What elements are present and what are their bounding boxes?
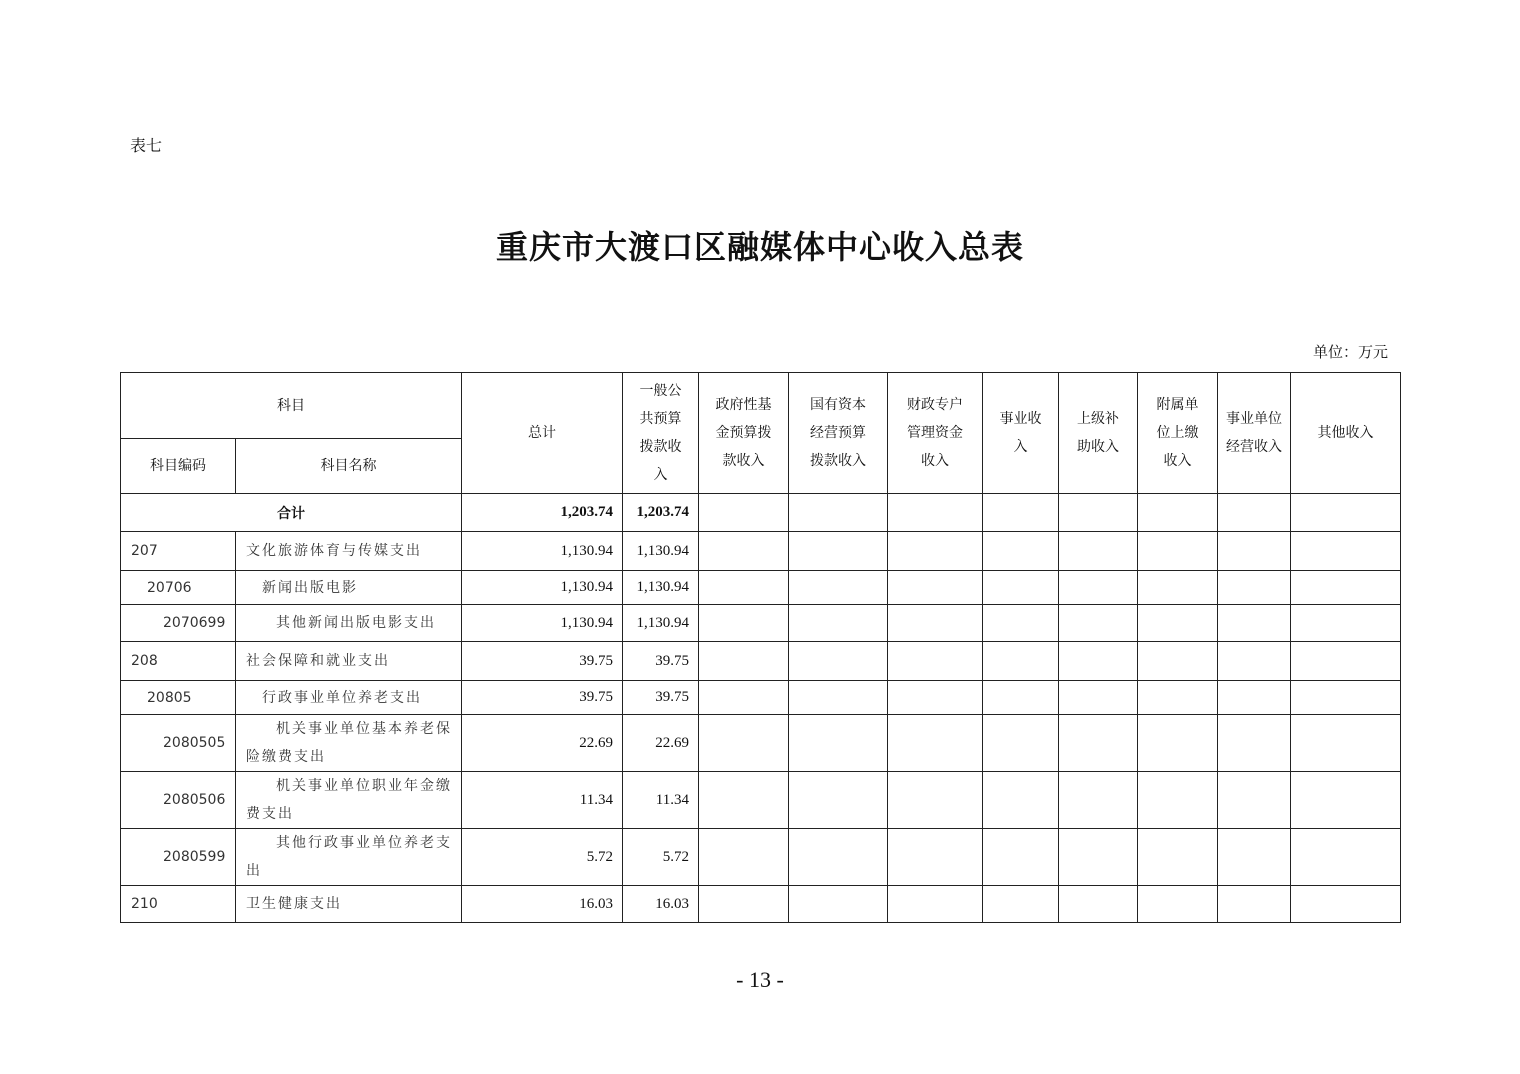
empty-cell (1218, 715, 1291, 772)
general-budget-cell: 1,130.94 (623, 571, 699, 605)
empty-cell (789, 605, 888, 642)
empty-cell (699, 571, 789, 605)
empty-cell (1291, 571, 1401, 605)
empty-cell (789, 494, 888, 532)
empty-cell (1138, 494, 1218, 532)
table-row (121, 605, 1401, 642)
empty-cell (699, 772, 789, 829)
subject-code: 207 (121, 532, 236, 571)
empty-cell (1138, 829, 1218, 886)
total-cell: 39.75 (462, 642, 623, 681)
subject-name: 文化旅游体育与传媒支出 (236, 532, 462, 571)
subject-code: 2080506 (121, 772, 236, 829)
general-budget-cell: 1,203.74 (623, 494, 699, 532)
empty-cell (699, 829, 789, 886)
table-row (121, 715, 1401, 772)
subject-name: 机关事业单位职业年金缴费支出 (236, 772, 462, 829)
empty-cell (1138, 571, 1218, 605)
subject-name: 卫生健康支出 (236, 886, 462, 923)
subject-name: 其他新闻出版电影支出 (236, 605, 462, 642)
empty-cell (1291, 605, 1401, 642)
subject-name: 社会保障和就业支出 (236, 642, 462, 681)
empty-cell (983, 886, 1059, 923)
empty-cell (1059, 886, 1138, 923)
table-row (121, 829, 1401, 886)
empty-cell (1218, 886, 1291, 923)
empty-cell (1138, 715, 1218, 772)
page-number: - 13 - (736, 967, 784, 992)
empty-cell (1138, 886, 1218, 923)
empty-cell (1218, 571, 1291, 605)
total-cell: 5.72 (462, 829, 623, 886)
table-row (121, 642, 1401, 681)
empty-cell (789, 772, 888, 829)
general-budget-cell: 1,130.94 (623, 532, 699, 571)
empty-cell (1059, 715, 1138, 772)
subject-name: 机关事业单位基本养老保险缴费支出 (236, 715, 462, 772)
subject-code: 208 (121, 642, 236, 681)
header-gov-fund: 政府性基金预算拨款收入 (699, 373, 789, 494)
empty-cell (1059, 605, 1138, 642)
empty-cell (1059, 571, 1138, 605)
empty-cell (1138, 642, 1218, 681)
header-fiscal-special: 财政专户管理资金收入 (888, 373, 983, 494)
empty-cell (888, 532, 983, 571)
general-budget-cell: 16.03 (623, 886, 699, 923)
header-other: 其他收入 (1291, 373, 1401, 494)
empty-cell (983, 571, 1059, 605)
empty-cell (983, 681, 1059, 715)
general-budget-cell: 11.34 (623, 772, 699, 829)
empty-cell (1218, 772, 1291, 829)
empty-cell (1291, 715, 1401, 772)
empty-cell (1291, 829, 1401, 886)
general-budget-cell: 5.72 (623, 829, 699, 886)
empty-cell (1291, 494, 1401, 532)
subject-code: 210 (121, 886, 236, 923)
subject-code: 20805 (121, 681, 236, 715)
empty-cell (1218, 681, 1291, 715)
header-affiliated: 附属单位上缴收入 (1138, 373, 1218, 494)
empty-cell (789, 571, 888, 605)
subject-name: 其他行政事业单位养老支出 (236, 829, 462, 886)
total-cell: 11.34 (462, 772, 623, 829)
subject-code: 2080599 (121, 829, 236, 886)
total-cell: 1,130.94 (462, 571, 623, 605)
income-summary-table (120, 372, 1401, 923)
empty-cell (1218, 532, 1291, 571)
table-row (121, 571, 1401, 605)
empty-cell (789, 642, 888, 681)
empty-cell (789, 532, 888, 571)
total-cell: 16.03 (462, 886, 623, 923)
empty-cell (983, 494, 1059, 532)
subject-name: 行政事业单位养老支出 (236, 681, 462, 715)
empty-cell (888, 494, 983, 532)
empty-cell (699, 681, 789, 715)
empty-cell (789, 886, 888, 923)
empty-cell (1138, 532, 1218, 571)
empty-cell (888, 829, 983, 886)
header-state-capital: 国有资本经营预算拨款收入 (789, 373, 888, 494)
empty-cell (1138, 605, 1218, 642)
general-budget-cell: 1,130.94 (623, 605, 699, 642)
empty-cell (789, 829, 888, 886)
header-general-budget: 一般公共预算拨款收入 (623, 373, 699, 494)
empty-cell (1291, 886, 1401, 923)
empty-cell (1218, 829, 1291, 886)
subject-code: 2070699 (121, 605, 236, 642)
empty-cell (1218, 642, 1291, 681)
empty-cell (1059, 494, 1138, 532)
empty-cell (888, 642, 983, 681)
unit-label: 单位：万元 (1312, 343, 1388, 361)
empty-cell (1218, 605, 1291, 642)
empty-cell (1059, 681, 1138, 715)
total-label: 合计 (121, 494, 462, 532)
document-title: 重庆市大渡口区融媒体中心收入总表 (495, 228, 1024, 266)
empty-cell (888, 681, 983, 715)
empty-cell (983, 605, 1059, 642)
total-cell: 1,130.94 (462, 532, 623, 571)
empty-cell (983, 642, 1059, 681)
empty-cell (888, 886, 983, 923)
total-cell: 1,203.74 (462, 494, 623, 532)
empty-cell (1291, 532, 1401, 571)
total-cell: 39.75 (462, 681, 623, 715)
total-cell: 1,130.94 (462, 605, 623, 642)
table-row (121, 772, 1401, 829)
empty-cell (699, 605, 789, 642)
empty-cell (699, 642, 789, 681)
total-cell: 22.69 (462, 715, 623, 772)
empty-cell (1059, 829, 1138, 886)
empty-cell (888, 605, 983, 642)
empty-cell (1291, 681, 1401, 715)
table-label: 表七 (130, 136, 163, 155)
table-row (121, 532, 1401, 571)
empty-cell (983, 532, 1059, 571)
header-name: 科目名称 (236, 439, 462, 494)
table-row (121, 886, 1401, 923)
empty-cell (888, 772, 983, 829)
empty-cell (1291, 642, 1401, 681)
empty-cell (1059, 642, 1138, 681)
header-subject: 科目 (121, 373, 462, 439)
empty-cell (699, 494, 789, 532)
empty-cell (983, 829, 1059, 886)
empty-cell (1291, 772, 1401, 829)
empty-cell (888, 571, 983, 605)
header-business: 事业收入 (983, 373, 1059, 494)
empty-cell (888, 715, 983, 772)
header-code: 科目编码 (121, 439, 236, 494)
empty-cell (1138, 772, 1218, 829)
empty-cell (699, 715, 789, 772)
general-budget-cell: 22.69 (623, 715, 699, 772)
empty-cell (1059, 532, 1138, 571)
table-row (121, 681, 1401, 715)
general-budget-cell: 39.75 (623, 681, 699, 715)
subject-name: 新闻出版电影 (236, 571, 462, 605)
header-total: 总计 (462, 373, 623, 494)
subject-code: 2080505 (121, 715, 236, 772)
header-superior-subsidy: 上级补助收入 (1059, 373, 1138, 494)
total-row (121, 494, 1401, 532)
empty-cell (983, 715, 1059, 772)
empty-cell (1138, 681, 1218, 715)
empty-cell (983, 772, 1059, 829)
empty-cell (789, 715, 888, 772)
general-budget-cell: 39.75 (623, 642, 699, 681)
header-operating: 事业单位经营收入 (1218, 373, 1291, 494)
header-row-1 (121, 373, 1401, 439)
empty-cell (789, 681, 888, 715)
empty-cell (699, 886, 789, 923)
empty-cell (1218, 494, 1291, 532)
subject-code: 20706 (121, 571, 236, 605)
empty-cell (1059, 772, 1138, 829)
empty-cell (699, 532, 789, 571)
